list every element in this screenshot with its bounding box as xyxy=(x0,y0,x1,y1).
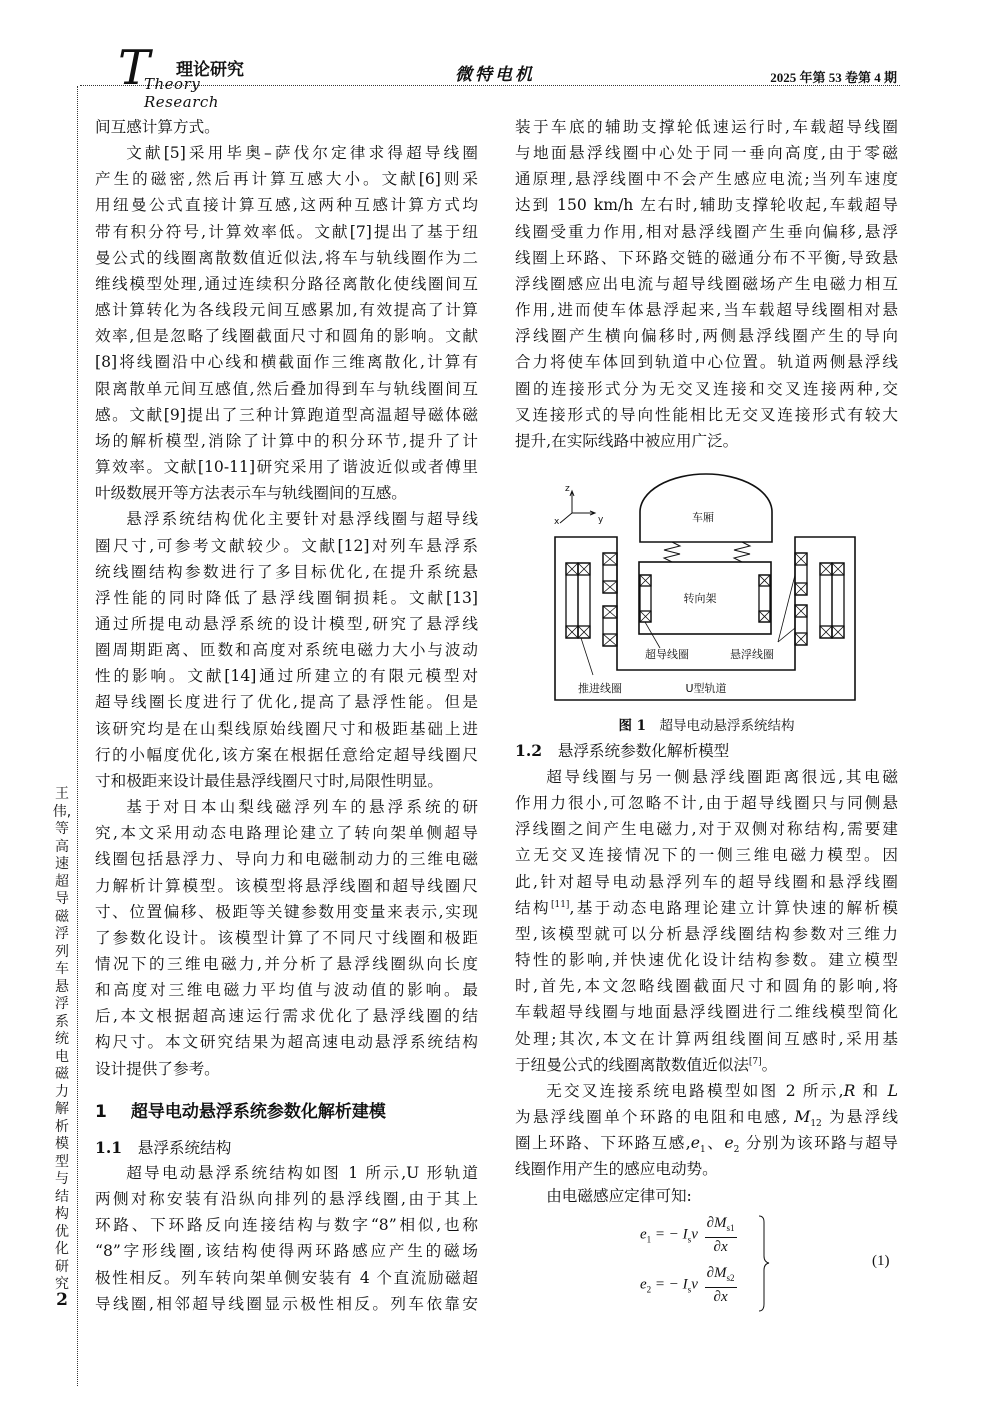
logo-cn: 理论研究 xyxy=(176,60,244,80)
text-line xyxy=(515,1183,898,1209)
figure-1-caption xyxy=(515,714,898,734)
text-run: 寸、位置偏移、极距等关键参数用变量来表示,实现 xyxy=(95,902,478,921)
text-line xyxy=(95,402,478,428)
text-line xyxy=(95,1186,478,1212)
text-run: 圈周期距离、匝数和高度对系统电磁力大小与波动 xyxy=(95,641,478,660)
eq-num: ∂M xyxy=(706,1265,727,1281)
text-run: 产生的磁密,然后再计算互感大小。文献[6]则采 xyxy=(95,170,478,189)
issue-info: 2025 年第 53 卷第 4 期 xyxy=(770,70,897,85)
text-run: M xyxy=(794,1108,811,1127)
text-line xyxy=(95,794,478,820)
text-line xyxy=(95,1265,478,1291)
fraction xyxy=(705,1264,737,1306)
text-line xyxy=(95,323,478,349)
text-run: 基于对日本山梨线磁浮列车的悬浮系统的研 xyxy=(126,798,478,817)
text-run: 感计算转化为各线段元间互感累加,有效提高了计算 xyxy=(95,301,478,320)
text-line xyxy=(515,947,898,973)
text-run: 情况下的三维电磁力,并分析了悬浮线圈纵向长度 xyxy=(95,955,478,973)
text-run: 圈尺寸,可参考文献较少。文献[12]对列车悬浮系 xyxy=(95,536,478,555)
equation-row-1 xyxy=(640,1214,737,1256)
text-run: 超导线圈与另一侧悬浮线圈距离很远,其电磁 xyxy=(546,768,898,786)
text-run: 构尺寸。本文研究结果为超高速电动悬浮系统结构 xyxy=(95,1033,478,1052)
text-run: e xyxy=(690,1134,701,1153)
spring xyxy=(734,542,750,562)
text-run: 、 xyxy=(705,1134,725,1153)
caption-text: 超导电动悬浮系统结构 xyxy=(659,718,795,734)
text-run: 浮性能的同时降低了悬浮线圈铜损耗。文献[13] xyxy=(95,588,478,607)
text-run: 浮线圈感应出电流与超导线圈磁场产生电磁力相互 xyxy=(515,274,898,293)
text-line xyxy=(95,428,478,454)
section-1-2-text xyxy=(515,764,898,1209)
text-line xyxy=(515,973,898,999)
text-run: 和高度对三维电磁力平均值与波动值的影响。最 xyxy=(95,981,478,1000)
text-run: 作用力很小,可忽略不计,由于超导线圈只与同侧悬 xyxy=(515,794,898,813)
text-line xyxy=(95,114,478,140)
journal-name: 微特电机 xyxy=(455,65,535,85)
car-body-label: 车厢 xyxy=(692,511,714,524)
text-line xyxy=(95,742,478,768)
text-line xyxy=(95,873,478,899)
equation-number: (1) xyxy=(872,1253,890,1269)
bogie-label: 转向架 xyxy=(683,592,717,605)
equation-row-2 xyxy=(640,1264,737,1306)
text-line xyxy=(515,842,898,868)
eq-sub: s2 xyxy=(726,1273,735,1283)
text-line xyxy=(95,297,478,323)
text-line xyxy=(515,1078,898,1104)
text-line xyxy=(95,533,478,559)
text-run: 处理;其次,本文在计算两组线圈间互感时,采用基 xyxy=(515,1029,898,1048)
text-line xyxy=(515,869,898,895)
text-line xyxy=(95,506,478,532)
section-number: 1.1 xyxy=(95,1138,123,1157)
text-run: 线圈受重力作用,相对悬浮线圈产生垂向偏移,悬浮 xyxy=(515,222,898,241)
logo-letter: T xyxy=(118,40,151,96)
text-run: 。 xyxy=(761,1055,778,1074)
text-run: 此,针对超导电动悬浮列车的超导线圈和悬浮线圈 xyxy=(515,872,898,891)
text-run: 装于车底的辅助支撑轮低速运行时,车载超导线圈 xyxy=(515,118,898,136)
eq-text: = − I xyxy=(654,1226,688,1243)
right-column-text xyxy=(515,114,898,454)
eq-den: ∂x xyxy=(713,1289,728,1305)
text-line xyxy=(515,921,898,947)
text-run: 性的影响。文献[14]通过所建立的有限元模型对 xyxy=(95,667,478,686)
text-run: 浮线圈产生横向偏移时,两侧悬浮线圈产生的导向 xyxy=(515,327,898,346)
text-line xyxy=(95,166,478,192)
text-run: 无交叉连接系统电路模型如图 2 所示, xyxy=(546,1081,844,1100)
text-line xyxy=(95,349,478,375)
text-run: 通过所提电动悬浮系统的设计模型,研究了悬浮线 xyxy=(95,614,478,633)
text-run: 间互感计算方式。 xyxy=(95,118,220,136)
text-line xyxy=(95,611,478,637)
text-run: 分别为该环路与超导 xyxy=(739,1134,898,1153)
text-line xyxy=(515,428,898,454)
text-run: 悬浮系统结构优化主要针对悬浮线圈与超导线 xyxy=(126,510,478,529)
text-run: 场的解析模型,消除了计算中的积分环节,提升了计 xyxy=(95,431,478,450)
text-run: 于纽曼公式的线圈离散数值近似法 xyxy=(515,1055,749,1074)
text-line xyxy=(515,1052,898,1078)
text-line xyxy=(95,192,478,218)
text-run: 超导电动悬浮系统结构如图 1 所示,U 形轨道 xyxy=(126,1164,478,1182)
text-run: 导线圈,相邻超导线圈显示极性相反。列车依靠安 xyxy=(95,1294,478,1313)
text-run: 线圈作用产生的感应电动势。 xyxy=(515,1160,718,1179)
axis-z-label: z xyxy=(565,484,570,494)
text-line xyxy=(515,192,898,218)
text-run: 提升,在实际线路中被应用广泛。 xyxy=(515,431,739,450)
text-line xyxy=(95,951,478,977)
text-line xyxy=(515,140,898,166)
text-run: L xyxy=(887,1081,899,1100)
car-body xyxy=(640,474,772,542)
eq-num: ∂M xyxy=(706,1215,727,1231)
text-run: 极性相反。列车转向架单侧安装有 4 个直流励磁超 xyxy=(95,1268,478,1287)
text-line xyxy=(515,271,898,297)
text-line xyxy=(95,140,478,166)
text-run: 曼公式的线圈离散数值近似法,将车与轨线圈作为二 xyxy=(95,248,478,267)
side-divider xyxy=(77,86,78,1386)
track-label: U型轨道 xyxy=(685,682,727,695)
text-line xyxy=(95,1160,478,1186)
running-title: 王 伟,等 高速超导磁浮列车悬浮系统电磁力解析模型与结构优化研究 xyxy=(52,786,83,1292)
brace xyxy=(758,1214,770,1314)
text-run: e xyxy=(724,1134,734,1153)
text-run: ,基于动态电路理论建立计算快速的解析模 xyxy=(569,898,898,917)
text-line xyxy=(95,663,478,689)
text-line xyxy=(95,219,478,245)
text-run: 带有积分符号,计算效率低。文献[7]提出了基于纽 xyxy=(95,222,478,241)
text-line xyxy=(95,559,478,585)
text-run: 统线圈结构参数进行了多目标优化,在提升系统悬 xyxy=(95,562,478,581)
text-run: 达到 150 km/h 左右时,辅助支撑轮收起,车载超导 xyxy=(515,196,898,215)
text-line xyxy=(515,1104,898,1130)
section-number: 1 xyxy=(95,1102,107,1122)
text-line xyxy=(95,1291,478,1317)
section-logo xyxy=(118,40,258,111)
text-run: 1 xyxy=(700,1145,706,1156)
eq-symbol: v xyxy=(691,1226,698,1243)
prop-coil-label: 推进线圈 xyxy=(578,682,622,695)
text-run: 叶级数展开等方法表示车与轨线圈间的互感。 xyxy=(95,484,407,503)
eq-sub: s xyxy=(687,1234,692,1245)
section-1-1-heading xyxy=(95,1136,231,1158)
text-run: 寸和极距来设计最佳悬浮线圈尺寸时,局限性明显。 xyxy=(95,771,444,790)
text-line xyxy=(95,245,478,271)
eq-text: = − I xyxy=(654,1276,688,1293)
eq-symbol: v xyxy=(691,1276,698,1293)
text-run: 2 xyxy=(733,1145,740,1156)
text-line xyxy=(515,219,898,245)
text-run: “8”字形线圈,该结构使得两环路感应产生的磁场 xyxy=(95,1242,478,1261)
text-run: 圈上环路、下环路互感, xyxy=(515,1134,691,1153)
text-line xyxy=(95,925,478,951)
text-line xyxy=(515,245,898,271)
axis-y-label: y xyxy=(598,515,604,525)
text-run: 时,首先,本文忽略线圈截面尺寸和圆角的影响,将 xyxy=(515,977,898,996)
text-run: 力解析计算模型。该模型将悬浮线圈和超导线圈尺 xyxy=(95,876,478,895)
text-line xyxy=(515,790,898,816)
text-run: 感。文献[9]提出了三种计算跑道型高温超导磁体磁 xyxy=(95,405,478,424)
text-line xyxy=(95,585,478,611)
coordinate-axes xyxy=(554,484,604,527)
text-run: 浮线圈之间产生电磁力,对于双侧对称结构,需要建 xyxy=(515,820,898,839)
text-line xyxy=(95,1056,478,1082)
text-run: 线圈包括悬浮力、导向力和电磁制动力的三维电磁 xyxy=(95,850,478,869)
text-run: 作用,进而使车体悬浮起来,当车载超导线圈相对悬 xyxy=(515,301,898,320)
text-line xyxy=(95,1003,478,1029)
text-run: 了参数化设计。该模型计算了不同尺寸线圈和极距 xyxy=(95,928,478,947)
sc-coil-label: 超导线圈 xyxy=(645,648,689,661)
text-line xyxy=(95,1029,478,1055)
text-run: 用纽曼公式直接计算互感,这两种互感计算方式均 xyxy=(95,196,478,215)
text-run: 与地面悬浮线圈中心处于同一垂向高度,由于零磁 xyxy=(515,144,898,163)
text-line xyxy=(95,716,478,742)
text-line xyxy=(95,271,478,297)
page-number: 2 xyxy=(56,1290,68,1310)
text-line xyxy=(515,999,898,1025)
text-line xyxy=(95,1212,478,1238)
text-run: 车载超导线圈与地面悬浮线圈进行二维线模型简化 xyxy=(515,1003,898,1022)
text-run: 该研究均是在山梨线原始线圈尺寸和极距基础上进 xyxy=(95,719,478,738)
text-line xyxy=(515,1156,898,1182)
section-1-2-heading xyxy=(515,739,729,761)
eq-sub: s xyxy=(687,1284,692,1295)
section-title: 悬浮系统结构 xyxy=(137,1139,232,1157)
text-line xyxy=(515,1026,898,1052)
text-run: 行的小幅度优化,该方案在根据任意给定超导线圈尺 xyxy=(95,745,478,764)
text-line xyxy=(95,1238,478,1264)
text-run: 两侧对称安装有沿纵向排列的悬浮线圈,由于其上 xyxy=(95,1190,478,1209)
text-line xyxy=(515,895,898,921)
text-line xyxy=(515,323,898,349)
text-run: 效率,但是忽略了线圈截面尺寸和圆角的影响。文献 xyxy=(95,327,478,346)
spring xyxy=(664,542,680,562)
caption-number: 图 1 xyxy=(618,718,647,734)
text-line xyxy=(95,376,478,402)
text-line xyxy=(515,816,898,842)
text-run: 线圈上环路、下环路交链的磁通分布不平衡,导致悬 xyxy=(515,248,898,267)
text-run: 究,本文采用动态电路理论建立了转向架单侧超导 xyxy=(95,824,478,843)
text-run: 特性的影响,并快速优化设计结构参数。建立模型 xyxy=(515,951,898,970)
text-line xyxy=(515,402,898,428)
text-line xyxy=(95,637,478,663)
text-run: 和 xyxy=(855,1081,888,1100)
text-run: R xyxy=(843,1081,856,1100)
text-run: 超导线圈长度进行了优化,提高了悬浮性能。但是 xyxy=(95,693,478,712)
text-run: 结构 xyxy=(515,898,551,917)
text-run: 环路、下环路反向连接结构与数字“8”相似,也称 xyxy=(95,1216,478,1235)
text-line xyxy=(95,846,478,872)
section-1-1-text xyxy=(95,1160,478,1317)
text-run: 为悬浮线 xyxy=(821,1108,898,1127)
section-title: 悬浮系统参数化解析模型 xyxy=(557,742,730,760)
text-run: 设计提供了参考。 xyxy=(95,1059,220,1078)
figure-1-diagram xyxy=(540,470,870,710)
text-run: [8]将线圈沿中心线和横截面作三维离散化,计算有 xyxy=(95,353,478,372)
text-run: 合力将使车体回到轨道中心位置。轨道两侧悬浮线 xyxy=(515,353,898,372)
text-line xyxy=(95,480,478,506)
text-run: 型,该模型就可以分析悬浮线圈结构参数对三维力 xyxy=(515,924,898,943)
lev-coil-label: 悬浮线圈 xyxy=(730,648,774,661)
text-line xyxy=(515,297,898,323)
eq-sub: s1 xyxy=(726,1223,735,1233)
text-line xyxy=(515,376,898,402)
text-run: 通原理,悬浮线圈中不会产生感应电流;当列车速度 xyxy=(515,170,898,189)
eq-symbol: e xyxy=(640,1226,647,1243)
text-run: [11] xyxy=(550,899,570,910)
text-line xyxy=(95,689,478,715)
text-run: 后,本文根据超高速运行需求优化了悬浮线圈的结 xyxy=(95,1007,478,1026)
text-line xyxy=(95,899,478,925)
text-line xyxy=(515,349,898,375)
eq-den: ∂x xyxy=(713,1239,728,1255)
section-number: 1.2 xyxy=(515,741,543,760)
left-column-text xyxy=(95,114,478,1082)
text-line xyxy=(95,977,478,1003)
text-line xyxy=(95,454,478,480)
text-run: 叉连接形式的导向性能相比无交叉连接形式有较大 xyxy=(515,405,898,424)
fraction xyxy=(705,1214,737,1256)
text-run: 限离散单元间互感值,然后叠加得到车与轨线圈间互 xyxy=(95,379,478,398)
text-run: 立无交叉连接情况下的一侧三维电磁力模型。因 xyxy=(515,846,898,865)
eq-symbol: e xyxy=(640,1276,647,1293)
eq-sub: 2 xyxy=(646,1284,652,1295)
section-title: 超导电动悬浮系统参数化解析建模 xyxy=(130,1102,386,1122)
text-line xyxy=(515,1130,898,1156)
text-run: 由电磁感应定律可知: xyxy=(546,1186,692,1205)
text-line xyxy=(515,166,898,192)
text-run: 圈的连接形式分为无交叉连接和交叉连接两种,交 xyxy=(515,379,898,398)
text-line xyxy=(515,764,898,790)
eq-sub: 1 xyxy=(646,1234,652,1245)
text-line xyxy=(95,768,478,794)
text-run: [7] xyxy=(748,1056,762,1067)
text-run: 12 xyxy=(810,1119,822,1130)
text-line xyxy=(515,114,898,140)
text-run: 文献[5]采用毕奥–萨伐尔定律求得超导线圈 xyxy=(126,144,478,163)
text-run: 维线模型处理,通过连续积分路径离散化使线圈间互 xyxy=(95,274,478,293)
text-run: 为悬浮线圈单个环路的电阻和电感, xyxy=(515,1108,795,1127)
text-line xyxy=(95,820,478,846)
logo-en: Theory Research xyxy=(144,75,219,111)
section-1-heading xyxy=(95,1097,386,1122)
text-run: 算效率。文献[10-11]研究采用了谐波近似或者傅里 xyxy=(95,458,478,477)
axis-x-label: x xyxy=(554,517,560,527)
